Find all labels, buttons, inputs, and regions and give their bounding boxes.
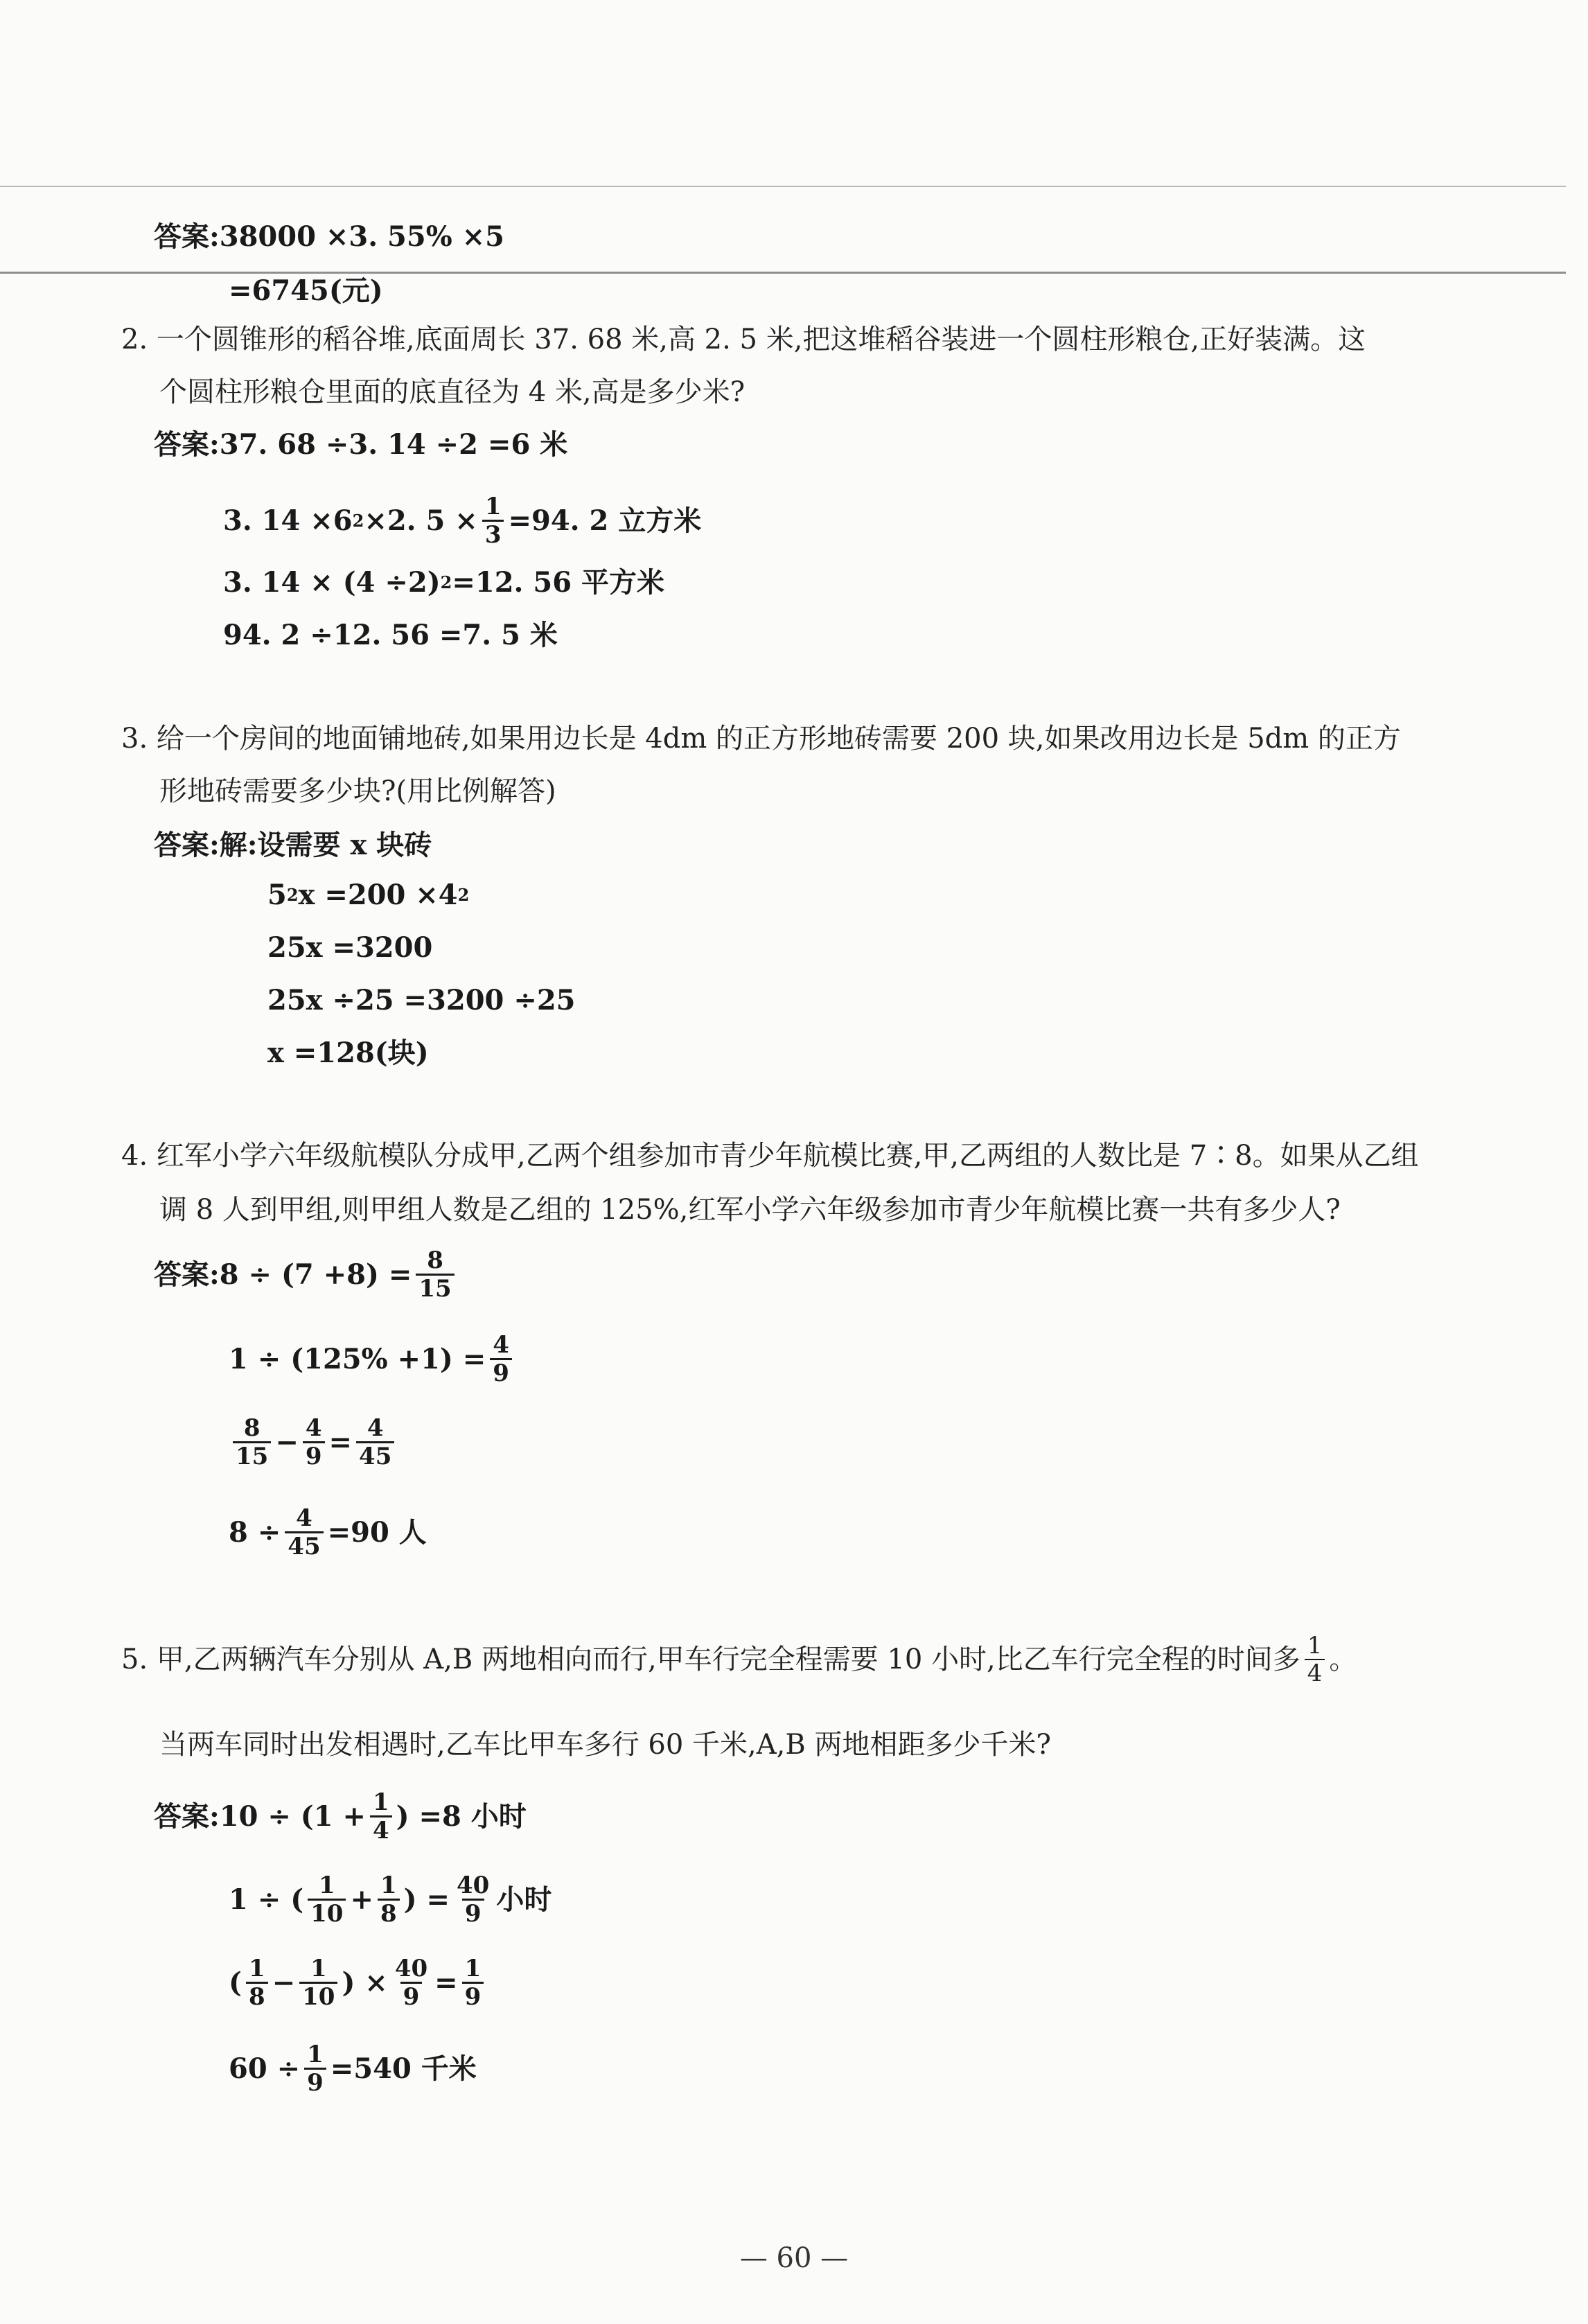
fraction: $\frac{40}{9}$ xyxy=(457,1872,490,1928)
answer-label: 答案: xyxy=(154,1799,220,1833)
answer-label: 答案: xyxy=(154,829,220,861)
fraction: $\frac{8}{15}$ xyxy=(416,1247,454,1302)
fraction: $\frac{4}{45}$ xyxy=(285,1505,323,1560)
q1-answer-line1: 38000 ×3. 55% ×5 xyxy=(219,220,504,253)
fraction: 8 15 xyxy=(233,1415,271,1470)
fraction: $\frac{4}{9}$ xyxy=(490,1332,512,1387)
q2-answer-line1: 37. 68 ÷3. 14 ÷2 =6 米 xyxy=(219,428,568,461)
q2-answer-line4: 94. 2 ÷12. 56 =7. 5 米 xyxy=(223,619,558,651)
fraction: $\frac{4}{9}$ xyxy=(303,1415,325,1470)
q4-answer-line1: 答案: 8 ÷ (7 +8) = $\frac{8}{15}$ xyxy=(154,1247,459,1302)
q3-text-line2: 形地砖需要多少块?(用比例解答) xyxy=(159,775,556,807)
q5-answer-line2: 1 ÷ ( 1 10 + $\frac{1}{8}$ ) = $\frac{40}{9}$ 小时 xyxy=(229,1872,552,1928)
fraction: $\frac{4}{45}$ xyxy=(356,1415,394,1470)
fraction: 1 10 xyxy=(308,1872,346,1927)
q3-answer-line2: 5 2 x =200 ×4 2 xyxy=(267,879,470,911)
q3-text-line1: 3. 给一个房间的地面铺地砖,如果用边长是 4dm 的正方形地砖需要 200 块,如果改用边长是 5dm 的正方 xyxy=(121,723,1401,755)
header-divider-rule xyxy=(0,272,1566,274)
q5-answer-line1: 答案: 10 ÷ (1 + $\frac{1}{4}$ ) =8 小时 xyxy=(154,1788,527,1845)
q5-text-line2: 当两车同时出发相遇时,乙车比甲车多行 60 千米,A,B 两地相距多少千米? xyxy=(159,1729,1051,1761)
q5-text-line1: 5. 甲,乙两辆汽车分别从 A,B 两地相向而行,甲车行完全程需要 10 小时,比乙车行完全程的时间多 1 4 。 xyxy=(121,1632,1357,1687)
q5-answer-line4: 60 ÷ $\frac{1}{9}$ =540 千米 xyxy=(229,2041,477,2097)
q4-answer-line3: 8 15 − $\frac{4}{9}$ = $\frac{4}{45}$ xyxy=(229,1415,398,1470)
q3-answer-line4: 25x ÷25 =3200 ÷25 xyxy=(267,984,576,1016)
q2-text-line1: 2. 一个圆锥形的稻谷堆,底面周长 37. 68 米,高 2. 5 米,把这堆稻谷装进一个圆柱形粮仓,正好装满。这 xyxy=(121,324,1366,355)
q5-answer-line3: ( 1 8 − $\frac{1}{10}$ ) × $\frac{40}{9}$ = $\frac{1}{9}$ xyxy=(229,1955,488,2010)
q4-text-line2: 调 8 人到甲组,则甲组人数是乙组的 125%,红军小学六年级参加市青少年航模比赛一共有多少人? xyxy=(159,1194,1341,1226)
answer-label: 答案: xyxy=(154,1258,220,1291)
fraction: $\frac{1}{4}$ xyxy=(370,1789,392,1844)
q1-answer-line2: =6745(元) xyxy=(229,274,383,307)
fraction: $\frac{1}{9}$ xyxy=(462,1955,484,2010)
q4-answer-line2: 1 ÷ (125% +1) = $\frac{4}{9}$ xyxy=(229,1332,516,1387)
fraction: $\frac{1}{9}$ xyxy=(304,2041,326,2096)
page-number: — 60 — xyxy=(739,2242,849,2274)
answer-label: 答案: xyxy=(154,428,220,461)
fraction: 1 8 xyxy=(246,1955,268,2010)
q4-answer-line4: 8 ÷ $\frac{4}{45}$ =90 人 xyxy=(229,1504,427,1560)
answer-label: 答案: xyxy=(154,220,220,253)
top-rule xyxy=(0,186,1566,187)
q3-answer-line5: x =128(块) xyxy=(267,1037,429,1069)
fraction: $\frac{1}{10}$ xyxy=(299,1955,337,2010)
fraction: $\frac{1}{3}$ xyxy=(482,493,504,548)
q2-text-line2: 个圆柱形粮仓里面的底直径为 4 米,高是多少米? xyxy=(159,376,746,408)
q3-answer-line3: 25x =3200 xyxy=(267,931,433,964)
q4-text-line1: 4. 红军小学六年级航模队分成甲,乙两个组参加市青少年航模比赛,甲,乙两组的人数比是 7∶8。如果从乙组 xyxy=(121,1140,1419,1172)
fraction: 1 4 xyxy=(1305,1632,1325,1687)
fraction: $\frac{40}{9}$ xyxy=(394,1955,428,2011)
q2-answer-line3: 3. 14 × (4 ÷2) 2 =12. 56 平方米 xyxy=(223,566,664,599)
q3-answer-line1: 解:设需要 x 块砖 xyxy=(219,829,432,861)
fraction: $\frac{1}{8}$ xyxy=(378,1872,400,1927)
q2-answer-line2: 3. 14 ×6 2 ×2. 5 × $\frac{1}{3}$ =94. 2 立方米 xyxy=(223,493,702,549)
